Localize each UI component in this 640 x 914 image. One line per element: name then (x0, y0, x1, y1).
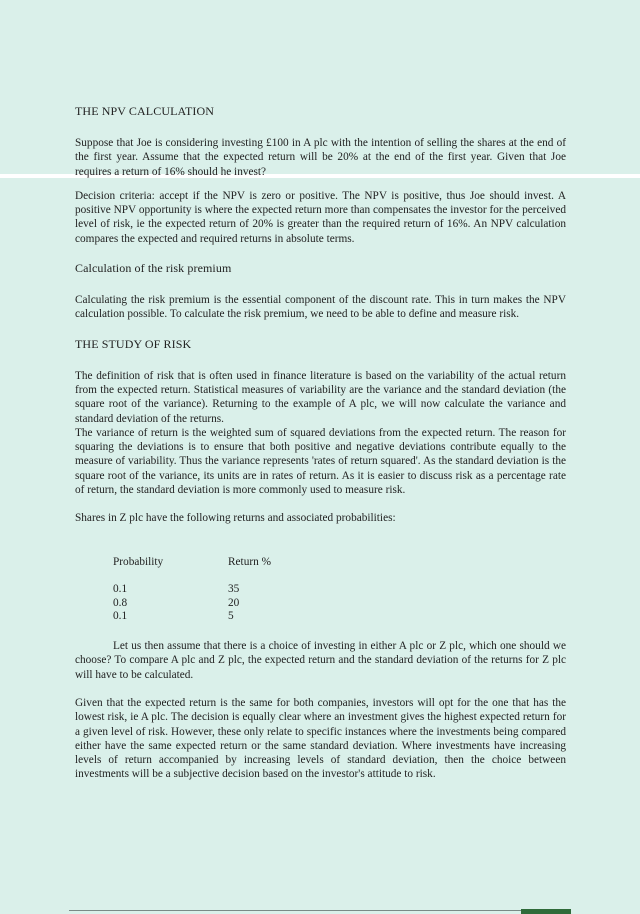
table-row (113, 597, 566, 611)
paragraph-variance: The variance of return is the weighted sum of squared deviations from the expected return. The reason for squaring the deviations is to ensure that both positive and negative deviations contribute equally to the measure of variability. Thus the variance represents 'rates of return squared'. As the standard deviation is the square root of the variance, its units are in rates of return. As it is easier to discuss risk as a percentage rate of return, the standard deviation is more commonly used to measure risk. (75, 426, 566, 497)
spacer (75, 497, 566, 511)
footer-rule (69, 910, 521, 911)
table-cell-probability: 0.8 (113, 596, 128, 609)
returns-table (113, 556, 566, 624)
paragraph-joe-investment: Suppose that Joe is considering investing £100 in A plc with the intention of selling the shares at the end of the first year. Assume that the expected return will be 20% at the end of the first year. Given that Joe requires a return of 16% should he invest? (75, 137, 566, 178)
section-heading-npv: THE NPV CALCULATION (75, 104, 215, 118)
paragraph-decision-criteria: Decision criteria: accept if the NPV is zero or positive. The NPV is positive, thus Joe should invest. A positive NPV opportunity is where the expected return more than compensates the investor for the perceived level of risk, ie the expected return of 20% is greater than the required return of 16%. An NPV calculation compares the expected and required returns in absolute terms. (75, 189, 566, 245)
table-cell-return: 5 (228, 610, 234, 623)
paragraph-risk-premium: Calculating the risk premium is the essential component of the discount rate. This in turn makes the NPV calculation possible. To calculate the risk premium, we need to be able to define and measure risk. (75, 294, 566, 321)
section-heading-study-of-risk: THE STUDY OF RISK (75, 336, 192, 351)
table-cell-return: 35 (228, 583, 240, 596)
table-cell-probability: 0.1 (113, 583, 128, 596)
table-header-row (113, 556, 566, 570)
spacer (75, 179, 566, 189)
table-header-return: Return % (228, 555, 271, 568)
section-heading-risk-premium: Calculation of the risk premium (75, 261, 232, 276)
paragraph-z-plc-intro: Shares in Z plc have the following returns and associated probabilities: (75, 512, 396, 525)
paragraph-risk-definition: The definition of risk that is often used in finance literature is based on the variability of the actual return from the expected return. Statistical measures of variability are the variance and the standard deviation (the square root of the variance). Returning to the example of A plc, we will now calculate the variance and standard deviation of the returns. (75, 369, 566, 425)
table-row (113, 583, 566, 597)
table-cell-return: 20 (228, 596, 240, 609)
spacer (75, 624, 566, 639)
spacer (75, 246, 566, 261)
paragraph-compare-a-z: Let us then assume that there is a choice of investing in either A plc or Z plc, which one should we choose? To compare A plc and Z plc, the expected return and the standard deviation of the returns for Z plc will have to be calculated. (75, 640, 566, 681)
spacer (75, 322, 566, 337)
document-page (75, 104, 566, 782)
spacer (75, 682, 566, 696)
spacer (75, 526, 566, 556)
paragraph-conclusion: Given that the expected return is the same for both companies, investors will opt for the one that has the lowest risk, ie A plc. The decision is equally clear where an investment gives the highest expected return for a given level of risk. However, these only relate to specific instances where the investments being compared either have the same expected return or the same standard deviation. Where investments have increasing levels of return accompanied by increasing levels of standard deviation, then the choice between investments will be a subjective decision based on the investor's attitude to risk. (75, 696, 566, 781)
footer-accent-bar (521, 909, 571, 914)
table-cell-probability: 0.1 (113, 610, 128, 623)
table-row (113, 610, 566, 624)
table-header-probability: Probability (113, 555, 164, 568)
